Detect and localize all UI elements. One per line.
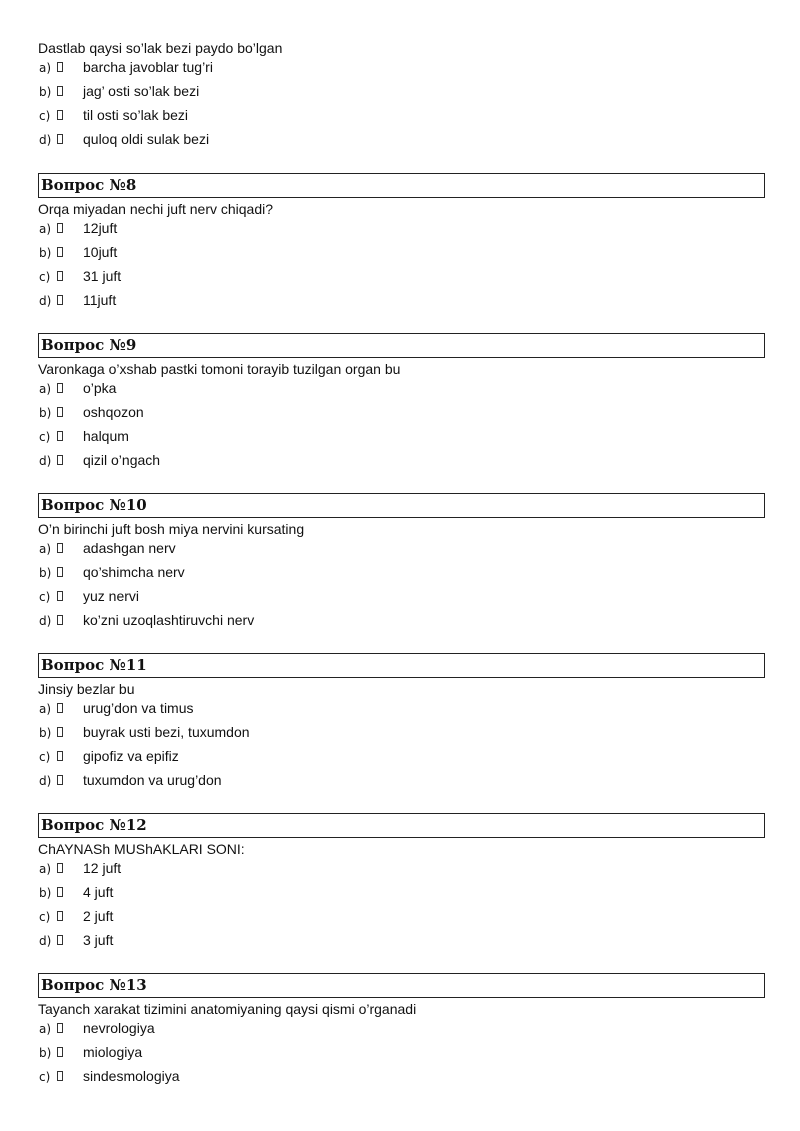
answer-option[interactable] [38,882,765,906]
question-block [38,493,765,634]
option-letter: b) [39,1046,52,1060]
option-text: 12 juft [83,860,122,876]
answer-option[interactable] [38,906,765,930]
option-letter: d) [39,454,52,468]
answer-option[interactable] [38,562,765,586]
option-letter: c) [39,910,51,924]
option-text: 3 juft [83,932,114,948]
question-block [38,973,765,1090]
checkbox-icon[interactable] [57,271,63,281]
option-letter: b) [39,246,52,260]
option-text: gipofiz va epifiz [83,748,179,764]
option-letter: c) [39,109,51,123]
option-letter: c) [39,590,51,604]
option-text: miologiya [83,1044,143,1060]
checkbox-icon[interactable] [57,295,63,305]
option-text: 11juft [83,292,117,308]
question-header: Вопрос №8 [38,173,765,198]
answer-option[interactable] [38,129,765,153]
option-text: quloq oldi sulak bezi [83,131,210,147]
checkbox-icon[interactable] [57,1047,63,1057]
answer-option[interactable] [38,858,765,882]
option-letter: c) [39,1070,51,1084]
option-text: 12juft [83,220,118,236]
checkbox-icon[interactable] [57,455,63,465]
answer-option[interactable] [38,378,765,402]
checkbox-icon[interactable] [57,383,63,393]
option-letter: d) [39,133,52,147]
checkbox-icon[interactable] [57,775,63,785]
question-text: O’n birinchi juft bosh miya nervini kursating [38,521,305,537]
option-letter: c) [39,430,51,444]
answer-option[interactable] [38,402,765,426]
option-letter: a) [39,1022,52,1036]
option-text: urug’don va timus [83,700,194,716]
answer-option[interactable] [38,450,765,474]
question-text: Varonkaga o’xshab pastki tomoni torayib tuzilgan organ bu [38,361,401,377]
option-letter: b) [39,566,52,580]
answer-option[interactable] [38,1018,765,1042]
question-text: ChAYNASh MUShAKLARI SONI: [38,841,245,857]
checkbox-icon[interactable] [57,935,63,945]
question-block [38,173,765,314]
checkbox-icon[interactable] [57,1023,63,1033]
question-text: Tayanch xarakat tizimini anatomiyaning qaysi qismi o’rganadi [38,1001,417,1017]
question-header: Вопрос №10 [38,493,765,518]
checkbox-icon[interactable] [57,911,63,921]
question-header: Вопрос №11 [38,653,765,678]
question-block [38,813,765,954]
question-header: Вопрос №9 [38,333,765,358]
question-block [38,653,765,794]
answer-option[interactable] [38,290,765,314]
option-letter: d) [39,294,52,308]
answer-option[interactable] [38,698,765,722]
option-letter: b) [39,85,52,99]
answer-option[interactable] [38,770,765,794]
checkbox-icon[interactable] [57,615,63,625]
checkbox-icon[interactable] [57,407,63,417]
option-text: tuxumdon va urug’don [83,772,222,788]
checkbox-icon[interactable] [57,567,63,577]
option-text: o’pka [83,380,117,396]
question-block [38,333,765,474]
checkbox-icon[interactable] [57,223,63,233]
option-text: ko’zni uzoqlashtiruvchi nerv [83,612,255,628]
option-letter: a) [39,862,52,876]
checkbox-icon[interactable] [57,887,63,897]
option-letter: d) [39,774,52,788]
option-letter: a) [39,702,52,716]
checkbox-icon[interactable] [57,591,63,601]
answer-option[interactable] [38,266,765,290]
option-text: halqum [83,428,129,444]
checkbox-icon[interactable] [57,727,63,737]
question-text: Jinsiy bezlar bu [38,681,135,697]
checkbox-icon[interactable] [57,543,63,553]
option-text: til osti so’lak bezi [83,107,189,123]
option-letter: b) [39,886,52,900]
option-text: qo’shimcha nerv [83,564,185,580]
option-letter: c) [39,750,51,764]
checkbox-icon[interactable] [57,134,63,144]
answer-option[interactable] [38,1066,765,1090]
option-text: nevrologiya [83,1020,155,1036]
checkbox-icon[interactable] [57,86,63,96]
answer-option[interactable] [38,426,765,450]
checkbox-icon[interactable] [57,751,63,761]
option-letter: c) [39,270,51,284]
question-text: Dastlab qaysi so’lak bezi paydo bo’lgan [38,40,283,56]
option-text: 2 juft [83,908,114,924]
option-text: qizil o’ngach [83,452,161,468]
option-letter: b) [39,406,52,420]
option-letter: b) [39,726,52,740]
option-text: adashgan nerv [83,540,176,556]
option-text: jag’ osti so’lak bezi [83,83,200,99]
checkbox-icon[interactable] [57,431,63,441]
option-letter: a) [39,382,52,396]
answer-option[interactable] [38,610,765,634]
option-text: 10juft [83,244,118,260]
checkbox-icon[interactable] [57,247,63,257]
option-text: 4 juft [83,884,114,900]
option-letter: a) [39,222,52,236]
checkbox-icon[interactable] [57,703,63,713]
answer-option[interactable] [38,722,765,746]
option-letter: d) [39,934,52,948]
option-letter: a) [39,542,52,556]
option-text: barcha javoblar tug’ri [83,59,213,75]
option-text: sindesmologiya [83,1068,180,1084]
checkbox-icon[interactable] [57,863,63,873]
answer-option[interactable] [38,242,765,266]
option-letter: d) [39,614,52,628]
option-letter: a) [39,61,52,75]
option-text: oshqozon [83,404,144,420]
question-text: Orqa miyadan nechi juft nerv chiqadi? [38,201,274,217]
answer-option[interactable] [38,218,765,242]
answer-option[interactable] [38,1042,765,1066]
option-text: 31 juft [83,268,122,284]
checkbox-icon[interactable] [57,1071,63,1081]
option-text: buyrak usti bezi, tuxumdon [83,724,250,740]
answer-option[interactable] [38,57,765,81]
question-header: Вопрос №12 [38,813,765,838]
answer-option[interactable] [38,81,765,105]
answer-option[interactable] [38,586,765,610]
option-text: yuz nervi [83,588,140,604]
question-block [38,39,765,153]
checkbox-icon[interactable] [57,110,63,120]
question-header: Вопрос №13 [38,973,765,998]
answer-option[interactable] [38,746,765,770]
checkbox-icon[interactable] [57,62,63,72]
answer-option[interactable] [38,105,765,129]
answer-option[interactable] [38,538,765,562]
answer-option[interactable] [38,930,765,954]
